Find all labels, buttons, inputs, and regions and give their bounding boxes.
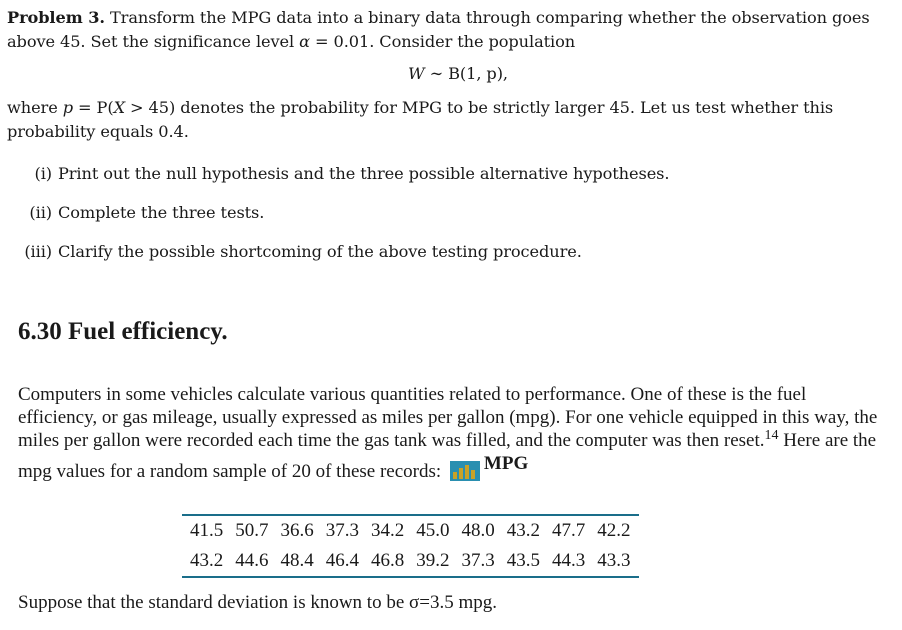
problem-title: Problem 3. [7,8,105,27]
table-cell: 42.2 [597,520,631,541]
where-text-2: = P( [73,98,114,117]
paragraph-tail: Here are the mpg values for a random sample of 20 of these records: [18,430,877,482]
item-number: (ii) [29,203,52,222]
problem-where [7,96,887,144]
problem-items [7,162,887,264]
table-cell: 34.2 [371,520,405,541]
item-number: (i) [34,164,52,183]
table-cell: 41.5 [190,520,224,541]
table-cell: 46.8 [371,550,405,571]
population-formula [7,62,887,86]
where-p: p [62,98,73,117]
section-paragraph [18,383,888,483]
table-row [182,515,639,546]
table-cell: 48.4 [280,550,314,571]
table-cell: 46.4 [325,550,359,571]
problem-item [7,162,887,186]
footnote-ref[interactable]: 14 [764,428,779,443]
table-cell: 45.0 [416,520,450,541]
table-cell: 44.6 [235,550,269,571]
where-text-1: where [7,98,63,117]
alpha-value: = 0.01. Consider the population [310,32,576,51]
table-cell: 47.7 [552,520,586,541]
formula-w: W [408,64,425,83]
item-text: Print out the null hypothesis and the three possible alternative hypotheses. [58,164,670,183]
problem-intro [7,6,887,54]
problem-3 [7,6,887,279]
table-cell: 39.2 [416,550,450,571]
mpg-data-table [182,514,639,578]
table-row [182,546,639,577]
where-text-3: > 45) denotes the probability for MPG to be strictly larger 45. Let us test whether this probability equals 0.4. [7,98,834,141]
table-cell: 37.3 [461,550,495,571]
problem-intro-text: Transform the MPG data into a binary data through comparing whether the observation goes above 45. Set the significance level [7,8,870,51]
dataset-label[interactable]: MPG [483,453,529,474]
formula-rest: ∼ B(1, p), [424,64,508,83]
table-cell: 43.2 [190,550,224,571]
sigma-statement: Suppose that the standard deviation is known to be σ=3.5 mpg. [18,592,498,613]
problem-item [7,201,887,225]
table-cell: 43.5 [506,550,540,571]
alpha-symbol: α [299,32,310,51]
item-text: Complete the three tests. [58,203,265,222]
dataset-icon[interactable] [450,461,480,481]
item-number: (iii) [24,242,52,261]
where-x: X [113,98,125,117]
table-cell: 37.3 [325,520,359,541]
section-heading: 6.30 Fuel efficiency. [18,318,228,345]
table-cell: 44.3 [552,550,586,571]
table-cell: 48.0 [461,520,495,541]
table-cell: 43.2 [506,520,540,541]
table-cell: 36.6 [280,520,314,541]
table-cell: 50.7 [235,520,269,541]
problem-item [7,240,887,264]
item-text: Clarify the possible shortcoming of the above testing procedure. [58,242,582,261]
paragraph-main: Computers in some vehicles calculate various quantities related to performance. One of these is the fuel efficiency, or gas mileage, usually expressed as miles per gallon (mpg). For one vehicle equipped in this way, the miles per gallon were recorded each time the gas tank was filled, and the computer was then reset. [18,384,878,451]
table-cell: 43.3 [597,550,631,571]
